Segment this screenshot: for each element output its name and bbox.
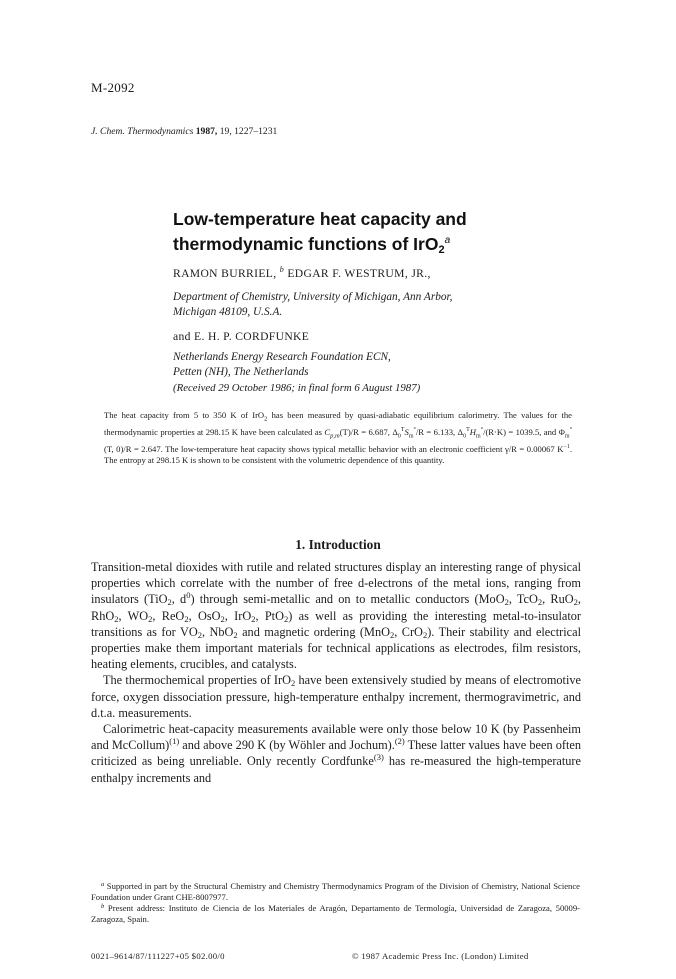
title-line-1: Low-temperature heat capacity and xyxy=(173,209,467,229)
reference-1: (1) xyxy=(169,736,180,747)
footnote-a: $^a$ Supported in part by the Structural Chemistry and Chemistry Thermodynamics Program of the Division of Chemistry, National Science Foundation under Grant CHE-8007977. xyxy=(91,881,580,902)
affiliation-2: Netherlands Energy Research Foundation ECN, Petten (NH), The Netherlands xyxy=(173,351,391,378)
received-dates: (Received 29 October 1986; in final form 6 August 1987) xyxy=(173,382,421,394)
paragraph-1: Transition-metal dioxides with rutile and related structures display an interesting range of physical properties which correlate with the number of free d-electrons of the metal ions, ranging from insulators (TiO$_2$, $d^0$) through semi-metallic and on to metallic conductors (MoO$_2$, TcO$_2$, RuO$_2$, RhO$_2$, $WO_2$, ReO$_2$, OsO$_2$, IrO$_2$, PtO$_2$) as well as providing the interesting metal-to-insulator transitions as for $VO_2$, NbO$_2$ and magnetic ordering (MnO$_2$, CrO$_2$). Their stability and electrical properties make them important materials for technical applications as electrodes, film resistors, heating elements, crucibles, and catalysts. xyxy=(91,560,581,672)
reference-3: (3) xyxy=(373,752,384,763)
affiliation-1: Department of Chemistry, University of Michigan, Ann Arbor, Michigan 48109, U.S.A. xyxy=(173,291,453,318)
reference-2: (2) xyxy=(394,736,405,747)
manuscript-number: M-2092 xyxy=(91,80,135,95)
body-text xyxy=(91,559,581,786)
paragraph-3: Calorimetric heat-capacity measurements available were only those below 10 K (by Passenheim and McCollum)$^{(1)}$ and above 290 K (by Wöhler and Jochum).$^{(2)}$ These latter values have been often criticized as being unreliable. Only recently Cordfunke$^{(3)}$ has re-measured the high-temperature enthalpy increments and xyxy=(91,722,581,785)
title-line-2: thermodynamic functions of IrO$_2^a$ xyxy=(173,234,451,256)
author-footnote-mark: b xyxy=(279,265,285,274)
paper-title xyxy=(173,208,593,261)
paragraph-2: The thermochemical properties of IrO$_2$ have been extensively studied by means of electromotive force, oxygen dissociation pressure, high-temperature enthalpy increment, thermogravimetric, and d.t.a. measurements. xyxy=(91,673,581,720)
authors-line-1: RAMON BURRIEL, $^b$ EDGAR F. WESTRUM, JR., xyxy=(173,265,431,280)
journal-volume-pages: 19, 1227–1231 xyxy=(219,126,278,137)
footer-copyright: © 1987 Academic Press Inc. (London) Limited xyxy=(352,951,529,961)
section-heading-introduction: 1. Introduction xyxy=(295,537,381,552)
title-footnote-mark: a xyxy=(444,235,451,246)
journal-year: 1987, xyxy=(195,126,218,137)
footnotes xyxy=(91,880,580,924)
abstract: The heat capacity from 5 to 350 K of IrO$_2$ has been measured by quasi-adiabatic equilibrium calorimetry. The values for the thermodynamic properties at 298.15 K have been calculated as $C_{p,m}(T)/R = 6.687$, $\Delta_0^TS_m^\circ/R = 6.133$, $\Delta_0^TH_m^\circ/(R\cdot K) = 1039.5$, and $\Phi_m^\circ(T$, 0)/R = 2.647. The low-temperature heat capacity shows typical metallic behavior with an electronic coefficient γ/R = 0.00067 $K^{-1}$. The entropy at 298.15 K is shown to be consistent with the volumetric dependence of this quantity. xyxy=(104,410,572,465)
authors-line-2: and E. H. P. CORDFUNKE xyxy=(173,330,310,343)
footer-issn: 0021–9614/87/111227+05 $02.00/0 xyxy=(91,951,225,961)
footnote-b: $^b$ Present address: Instituto de Ciencia de los Materiales de Aragón, Departamento de Termología, Universidad de Zaragoza, 50009-Zaragoza, Spain. xyxy=(91,903,580,924)
journal-citation xyxy=(91,126,277,137)
journal-name: J. Chem. Thermodynamics xyxy=(91,126,194,137)
